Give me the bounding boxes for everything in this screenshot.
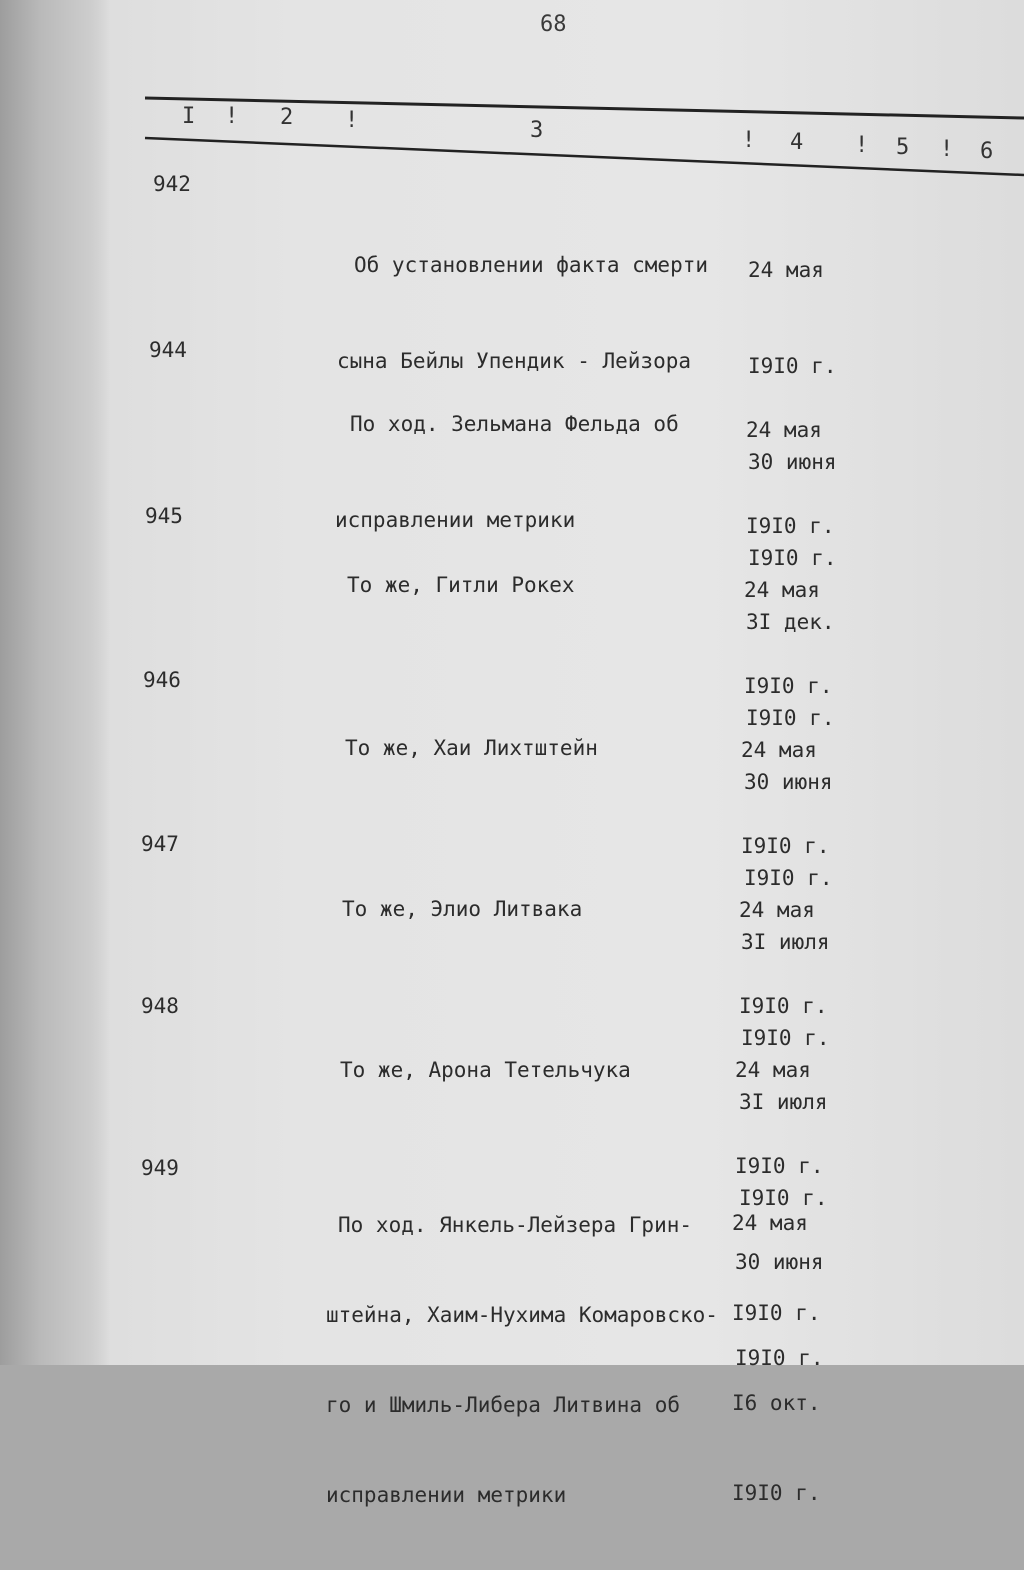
date-line: I9I0 г. bbox=[732, 1301, 821, 1325]
entry-description bbox=[340, 990, 631, 1150]
date-line: I9I0 г. bbox=[741, 834, 830, 858]
column-header-5: 5 bbox=[896, 135, 910, 160]
entry-description bbox=[345, 668, 598, 828]
date-line: I9I0 г. bbox=[748, 354, 837, 378]
date-line: 24 мая bbox=[741, 738, 817, 762]
column-header-4: 4 bbox=[790, 130, 804, 155]
description-line: сына Бейлы Упендик - Лейзора bbox=[337, 349, 692, 373]
description-line: То же, Гитли Рокех bbox=[347, 573, 575, 597]
entry-number: 942 bbox=[153, 172, 191, 196]
date-line: I9I0 г. bbox=[746, 514, 835, 538]
entry-number: 948 bbox=[141, 994, 179, 1018]
entry-description bbox=[326, 1150, 718, 1570]
column-header-6: 6 bbox=[980, 139, 994, 164]
entry-description bbox=[342, 829, 582, 989]
description-line: То же, Хаи Лихтштейн bbox=[345, 736, 598, 760]
description-line: Об установлении факта смерти bbox=[354, 253, 709, 277]
entry-dates bbox=[732, 1148, 821, 1568]
date-line: I9I0 г. bbox=[739, 994, 828, 1018]
entry-number: 945 bbox=[145, 504, 183, 528]
column-header-2: 2 bbox=[280, 105, 294, 130]
date-line: 3I июля bbox=[741, 930, 830, 954]
date-line: 3I июля bbox=[739, 1090, 828, 1114]
date-line: I9I0 г. bbox=[748, 546, 837, 570]
column-separator: ! bbox=[855, 133, 869, 158]
date-line: 24 мая bbox=[744, 578, 820, 602]
date-line: I9I0 г. bbox=[739, 1186, 828, 1210]
entry-number: 947 bbox=[141, 832, 179, 856]
date-line: 30 июня bbox=[735, 1250, 824, 1274]
date-line: I9I0 г. bbox=[744, 866, 833, 890]
description-line: исправлении метрики bbox=[326, 1483, 567, 1507]
date-line: I9I0 г. bbox=[746, 706, 835, 730]
date-line: 24 мая bbox=[735, 1058, 811, 1082]
date-line: I9I0 г. bbox=[732, 1481, 821, 1505]
description-line: То же, Арона Тетельчука bbox=[340, 1058, 631, 1082]
description-line: штейна, Хаим-Нухима Комаровско- bbox=[326, 1303, 718, 1327]
entry-number: 944 bbox=[149, 338, 187, 362]
column-separator: ! bbox=[940, 137, 954, 162]
date-line: I9I0 г. bbox=[744, 674, 833, 698]
entry-number: 949 bbox=[141, 1156, 179, 1180]
date-line: 3I дек. bbox=[746, 610, 835, 634]
date-line: 24 мая bbox=[732, 1211, 808, 1235]
binding-shadow bbox=[0, 0, 110, 1365]
entry-number: 946 bbox=[143, 668, 181, 692]
description-line: То же, Элио Литвака bbox=[342, 897, 583, 921]
date-line: I6 окт. bbox=[732, 1391, 821, 1415]
column-separator: ! bbox=[742, 128, 756, 153]
column-header-3: 3 bbox=[530, 118, 544, 143]
date-line: I9I0 г. bbox=[735, 1346, 824, 1370]
entry-description bbox=[347, 505, 575, 665]
date-line: 24 мая bbox=[739, 898, 815, 922]
date-line: 30 июня bbox=[744, 770, 833, 794]
date-line: 24 мая bbox=[746, 418, 822, 442]
description-line: го и Шмиль-Либера Литвина об bbox=[326, 1393, 681, 1417]
description-line: По ход. Зельмана Фельда об bbox=[350, 412, 679, 436]
column-separator: ! bbox=[225, 104, 239, 129]
date-line: 30 июня bbox=[748, 450, 837, 474]
column-separator: ! bbox=[345, 108, 359, 133]
page-number: 68 bbox=[540, 12, 567, 37]
date-line: 24 мая bbox=[748, 258, 824, 282]
description-line: По ход. Янкель-Лейзера Грин- bbox=[338, 1213, 693, 1237]
date-line: I9I0 г. bbox=[735, 1154, 824, 1178]
column-header-1: I bbox=[182, 104, 196, 129]
date-line: I9I0 г. bbox=[741, 1026, 830, 1050]
description-line: исправлении метрики bbox=[335, 508, 576, 532]
